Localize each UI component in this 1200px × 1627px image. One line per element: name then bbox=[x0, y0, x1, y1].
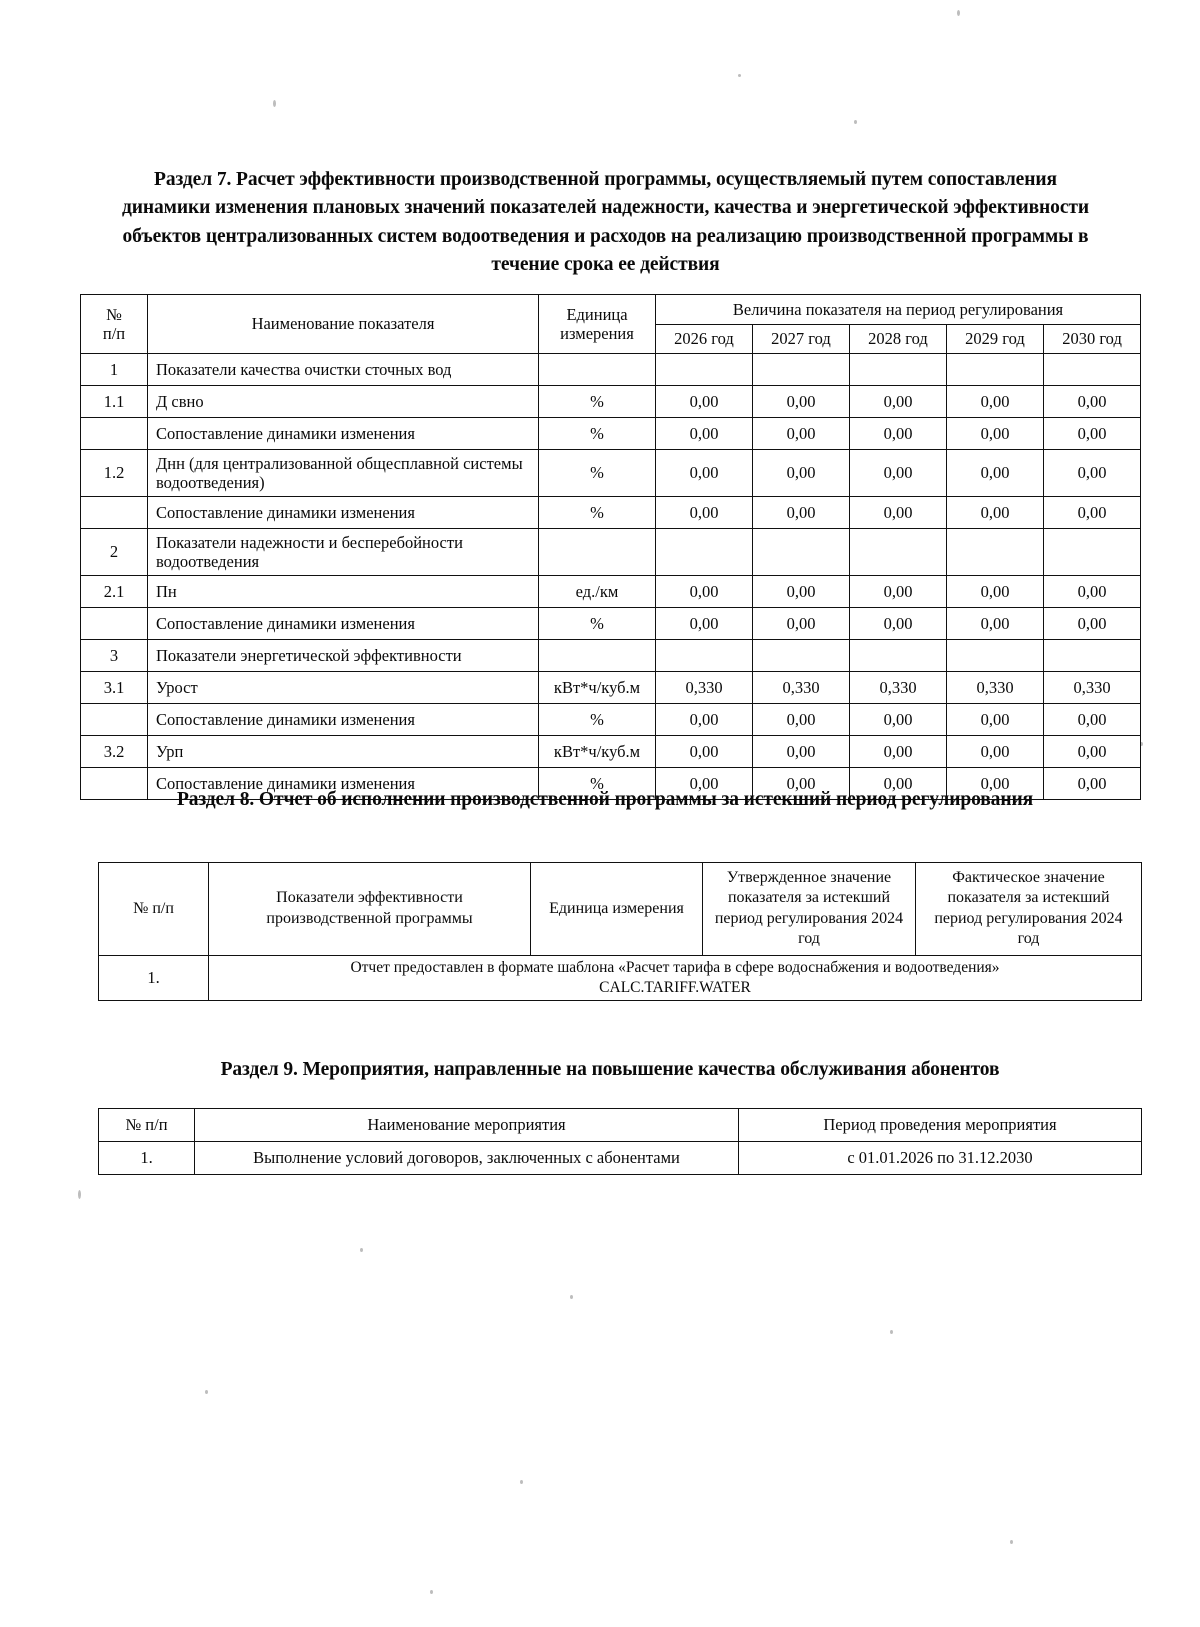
scan-speck bbox=[570, 1295, 573, 1299]
indicator-name: Сопоставление динамики изменения bbox=[148, 608, 539, 640]
measure-name: Выполнение условий договоров, заключенных с абонентами bbox=[195, 1142, 739, 1175]
row-number: 3.2 bbox=[81, 736, 148, 768]
indicator-value bbox=[753, 354, 850, 386]
indicator-value: 0,00 bbox=[947, 768, 1044, 800]
section-8-table-wrapper bbox=[98, 862, 1141, 1001]
scan-speck bbox=[520, 1480, 523, 1484]
indicator-unit: % bbox=[539, 704, 656, 736]
indicator-value: 0,00 bbox=[947, 450, 1044, 497]
table-row bbox=[81, 608, 1141, 640]
row-number bbox=[81, 497, 148, 529]
row-number: 1. bbox=[99, 955, 209, 1000]
table-row bbox=[81, 450, 1141, 497]
indicator-value: 0,00 bbox=[1044, 704, 1141, 736]
indicator-value bbox=[1044, 354, 1141, 386]
section-9-title: Раздел 9. Мероприятия, направленные на повышение качества обслуживания абонентов bbox=[220, 1059, 1000, 1080]
table-body bbox=[81, 354, 1141, 800]
indicator-value: 0,00 bbox=[1044, 576, 1141, 608]
table-row bbox=[81, 640, 1141, 672]
indicator-value: 0,00 bbox=[850, 386, 947, 418]
measure-period: с 01.01.2026 по 31.12.2030 bbox=[739, 1142, 1142, 1175]
indicator-name: Д свно bbox=[148, 386, 539, 418]
indicator-value: 0,00 bbox=[850, 608, 947, 640]
header-year-2027: 2027 год bbox=[753, 324, 850, 354]
indicator-value bbox=[1044, 640, 1141, 672]
indicator-value: 0,00 bbox=[656, 418, 753, 450]
table-header-row bbox=[99, 863, 1142, 956]
indicator-value: 0,00 bbox=[850, 576, 947, 608]
indicator-value: 0,00 bbox=[850, 497, 947, 529]
scan-speck bbox=[890, 1330, 893, 1334]
report-note-line1: Отчет предоставлен в формате шаблона «Расчет тарифа в сфере водоснабжения и водоотведения» bbox=[350, 958, 1000, 976]
header-no-line1: № bbox=[106, 304, 122, 324]
indicator-value: 0,00 bbox=[753, 608, 850, 640]
indicator-value: 0,00 bbox=[850, 736, 947, 768]
performance-indicators-table bbox=[80, 294, 1141, 800]
indicator-value: 0,330 bbox=[850, 672, 947, 704]
indicator-value: 0,00 bbox=[850, 768, 947, 800]
row-number: 1.1 bbox=[81, 386, 148, 418]
indicator-unit bbox=[539, 354, 656, 386]
indicator-value: 0,00 bbox=[1044, 418, 1141, 450]
scan-speck bbox=[957, 10, 960, 16]
row-number bbox=[81, 768, 148, 800]
indicator-name: Показатели энергетической эффективности bbox=[148, 640, 539, 672]
row-number: 3 bbox=[81, 640, 148, 672]
scan-speck bbox=[738, 74, 741, 77]
table-head bbox=[99, 863, 1142, 956]
row-number bbox=[81, 608, 148, 640]
indicator-value bbox=[850, 640, 947, 672]
indicator-value: 0,00 bbox=[656, 736, 753, 768]
indicator-value: 0,00 bbox=[753, 418, 850, 450]
header-row-number bbox=[81, 295, 148, 354]
section-8-title: Раздел 8. Отчет об исполнении производственной программы за истекший период регулирования bbox=[176, 789, 1034, 810]
header-year-2030: 2030 год bbox=[1044, 324, 1141, 354]
indicator-value bbox=[1044, 529, 1141, 576]
indicator-value: 0,00 bbox=[753, 704, 850, 736]
indicator-name: Урп bbox=[148, 736, 539, 768]
indicator-value: 0,00 bbox=[1044, 736, 1141, 768]
indicator-value bbox=[947, 640, 1044, 672]
row-number: 3.1 bbox=[81, 672, 148, 704]
indicator-value: 0,330 bbox=[656, 672, 753, 704]
header-no-line2: п/п bbox=[102, 324, 126, 343]
scan-speck bbox=[78, 1190, 81, 1199]
indicator-unit: % bbox=[539, 497, 656, 529]
section-7-title: Раздел 7. Расчет эффективности производственной программы, осуществляемый путем сопоставления динамики изменения плановых значений показателей надежности, качества и энергетической эффективности объектов централизованных систем водоотведения и расходов на реализацию производственной программы в течение срока ее действия bbox=[122, 169, 1089, 276]
indicator-value: 0,00 bbox=[850, 450, 947, 497]
section-9-table-wrapper bbox=[98, 1108, 1141, 1175]
indicator-value: 0,00 bbox=[656, 608, 753, 640]
indicator-value: 0,00 bbox=[753, 768, 850, 800]
indicator-value: 0,00 bbox=[947, 497, 1044, 529]
indicator-value bbox=[656, 640, 753, 672]
indicator-value: 0,00 bbox=[947, 704, 1044, 736]
header-year-2026: 2026 год bbox=[656, 324, 753, 354]
scan-speck bbox=[1010, 1540, 1013, 1544]
header-indicator-name: Наименование показателя bbox=[148, 295, 539, 354]
indicator-name: Пн bbox=[148, 576, 539, 608]
indicator-value: 0,00 bbox=[1044, 386, 1141, 418]
indicator-value: 0,330 bbox=[947, 672, 1044, 704]
indicator-unit: % bbox=[539, 768, 656, 800]
header-row-number: № п/п bbox=[99, 1109, 195, 1142]
indicator-name: Показатели надежности и бесперебойности водоотведения bbox=[148, 529, 539, 576]
indicator-value: 0,330 bbox=[1044, 672, 1141, 704]
row-number: 1.2 bbox=[81, 450, 148, 497]
indicator-value bbox=[656, 354, 753, 386]
header-unit bbox=[539, 295, 656, 354]
indicator-value: 0,00 bbox=[753, 576, 850, 608]
table-row bbox=[99, 955, 1142, 1000]
indicator-name: Сопоставление динамики изменения bbox=[148, 704, 539, 736]
indicator-unit: % bbox=[539, 418, 656, 450]
table-row bbox=[81, 704, 1141, 736]
indicator-name: Сопоставление динамики изменения bbox=[148, 418, 539, 450]
table-header-row bbox=[99, 1109, 1142, 1142]
header-year-2029: 2029 год bbox=[947, 324, 1044, 354]
scan-speck bbox=[273, 100, 276, 107]
indicator-value bbox=[947, 354, 1044, 386]
indicator-value: 0,00 bbox=[656, 704, 753, 736]
indicator-name: Урост bbox=[148, 672, 539, 704]
indicator-value: 0,00 bbox=[656, 576, 753, 608]
header-unit-line2: измерения bbox=[560, 324, 634, 343]
row-number bbox=[81, 704, 148, 736]
indicator-value: 0,00 bbox=[1044, 497, 1141, 529]
row-number: 1. bbox=[99, 1142, 195, 1175]
row-number: 2.1 bbox=[81, 576, 148, 608]
indicator-value bbox=[947, 529, 1044, 576]
indicator-unit: % bbox=[539, 386, 656, 418]
indicator-value: 0,00 bbox=[753, 736, 850, 768]
table-row bbox=[81, 672, 1141, 704]
table-row bbox=[81, 576, 1141, 608]
row-number: 2 bbox=[81, 529, 148, 576]
indicator-unit: % bbox=[539, 450, 656, 497]
indicator-value: 0,00 bbox=[753, 386, 850, 418]
row-number bbox=[81, 418, 148, 450]
section-7-table-wrapper bbox=[80, 294, 1140, 800]
header-measure-name: Наименование мероприятия bbox=[195, 1109, 739, 1142]
table-head bbox=[99, 1109, 1142, 1142]
past-period-report-table bbox=[98, 862, 1142, 1001]
scan-speck bbox=[360, 1248, 363, 1252]
indicator-value: 0,00 bbox=[656, 497, 753, 529]
report-note bbox=[209, 955, 1142, 1000]
indicator-value: 0,00 bbox=[947, 608, 1044, 640]
header-period-group: Величина показателя на период регулирования bbox=[656, 295, 1141, 325]
scan-speck bbox=[430, 1590, 433, 1594]
header-unit-line1: Единица bbox=[566, 304, 628, 324]
indicator-value bbox=[656, 529, 753, 576]
indicator-value bbox=[753, 640, 850, 672]
header-year-2028: 2028 год bbox=[850, 324, 947, 354]
indicator-value bbox=[850, 354, 947, 386]
indicator-value bbox=[850, 529, 947, 576]
table-row bbox=[81, 418, 1141, 450]
indicator-unit: кВт*ч/куб.м bbox=[539, 736, 656, 768]
table-row bbox=[81, 354, 1141, 386]
table-body bbox=[99, 955, 1142, 1000]
row-number: 1 bbox=[81, 354, 148, 386]
indicator-value: 0,00 bbox=[656, 386, 753, 418]
table-header-row-1 bbox=[81, 295, 1141, 325]
table-row bbox=[81, 736, 1141, 768]
indicator-value: 0,00 bbox=[1044, 608, 1141, 640]
header-actual-value: Фактическое значение показателя за истекший период регулирования 2024 год bbox=[916, 863, 1142, 956]
indicator-value: 0,00 bbox=[753, 497, 850, 529]
indicator-value: 0,00 bbox=[947, 576, 1044, 608]
indicator-unit: кВт*ч/куб.м bbox=[539, 672, 656, 704]
indicator-value: 0,00 bbox=[656, 450, 753, 497]
table-row bbox=[81, 529, 1141, 576]
indicator-value: 0,00 bbox=[947, 418, 1044, 450]
table-head bbox=[81, 295, 1141, 354]
indicator-name: Сопоставление динамики изменения bbox=[148, 497, 539, 529]
scan-speck bbox=[205, 1390, 208, 1394]
indicator-value: 0,330 bbox=[753, 672, 850, 704]
header-unit: Единица измерения bbox=[531, 863, 703, 956]
scan-speck bbox=[854, 120, 857, 124]
indicator-value: 0,00 bbox=[1044, 450, 1141, 497]
header-indicators: Показатели эффективности производственной программы bbox=[209, 863, 531, 956]
indicator-value: 0,00 bbox=[1044, 768, 1141, 800]
header-approved-value: Утвержденное значение показателя за истекший период регулирования 2024 год bbox=[703, 863, 916, 956]
indicator-name: Днн (для централизованной общесплавной системы водоотведения) bbox=[148, 450, 539, 497]
header-row-number: № п/п bbox=[99, 863, 209, 956]
indicator-name: Сопоставление динамики изменения bbox=[148, 768, 539, 800]
table-row bbox=[81, 497, 1141, 529]
indicator-value: 0,00 bbox=[656, 768, 753, 800]
header-measure-period: Период проведения мероприятия bbox=[739, 1109, 1142, 1142]
indicator-unit: % bbox=[539, 608, 656, 640]
customer-service-measures-table bbox=[98, 1108, 1142, 1175]
indicator-value bbox=[753, 529, 850, 576]
indicator-value: 0,00 bbox=[947, 736, 1044, 768]
indicator-value: 0,00 bbox=[947, 386, 1044, 418]
indicator-value: 0,00 bbox=[850, 418, 947, 450]
table-body bbox=[99, 1142, 1142, 1175]
indicator-unit bbox=[539, 529, 656, 576]
table-row bbox=[81, 386, 1141, 418]
table-row bbox=[99, 1142, 1142, 1175]
indicator-value: 0,00 bbox=[850, 704, 947, 736]
indicator-value: 0,00 bbox=[753, 450, 850, 497]
indicator-name: Показатели качества очистки сточных вод bbox=[148, 354, 539, 386]
indicator-unit bbox=[539, 640, 656, 672]
indicator-unit: ед./км bbox=[539, 576, 656, 608]
report-note-line2: CALC.TARIFF.WATER bbox=[599, 979, 751, 997]
